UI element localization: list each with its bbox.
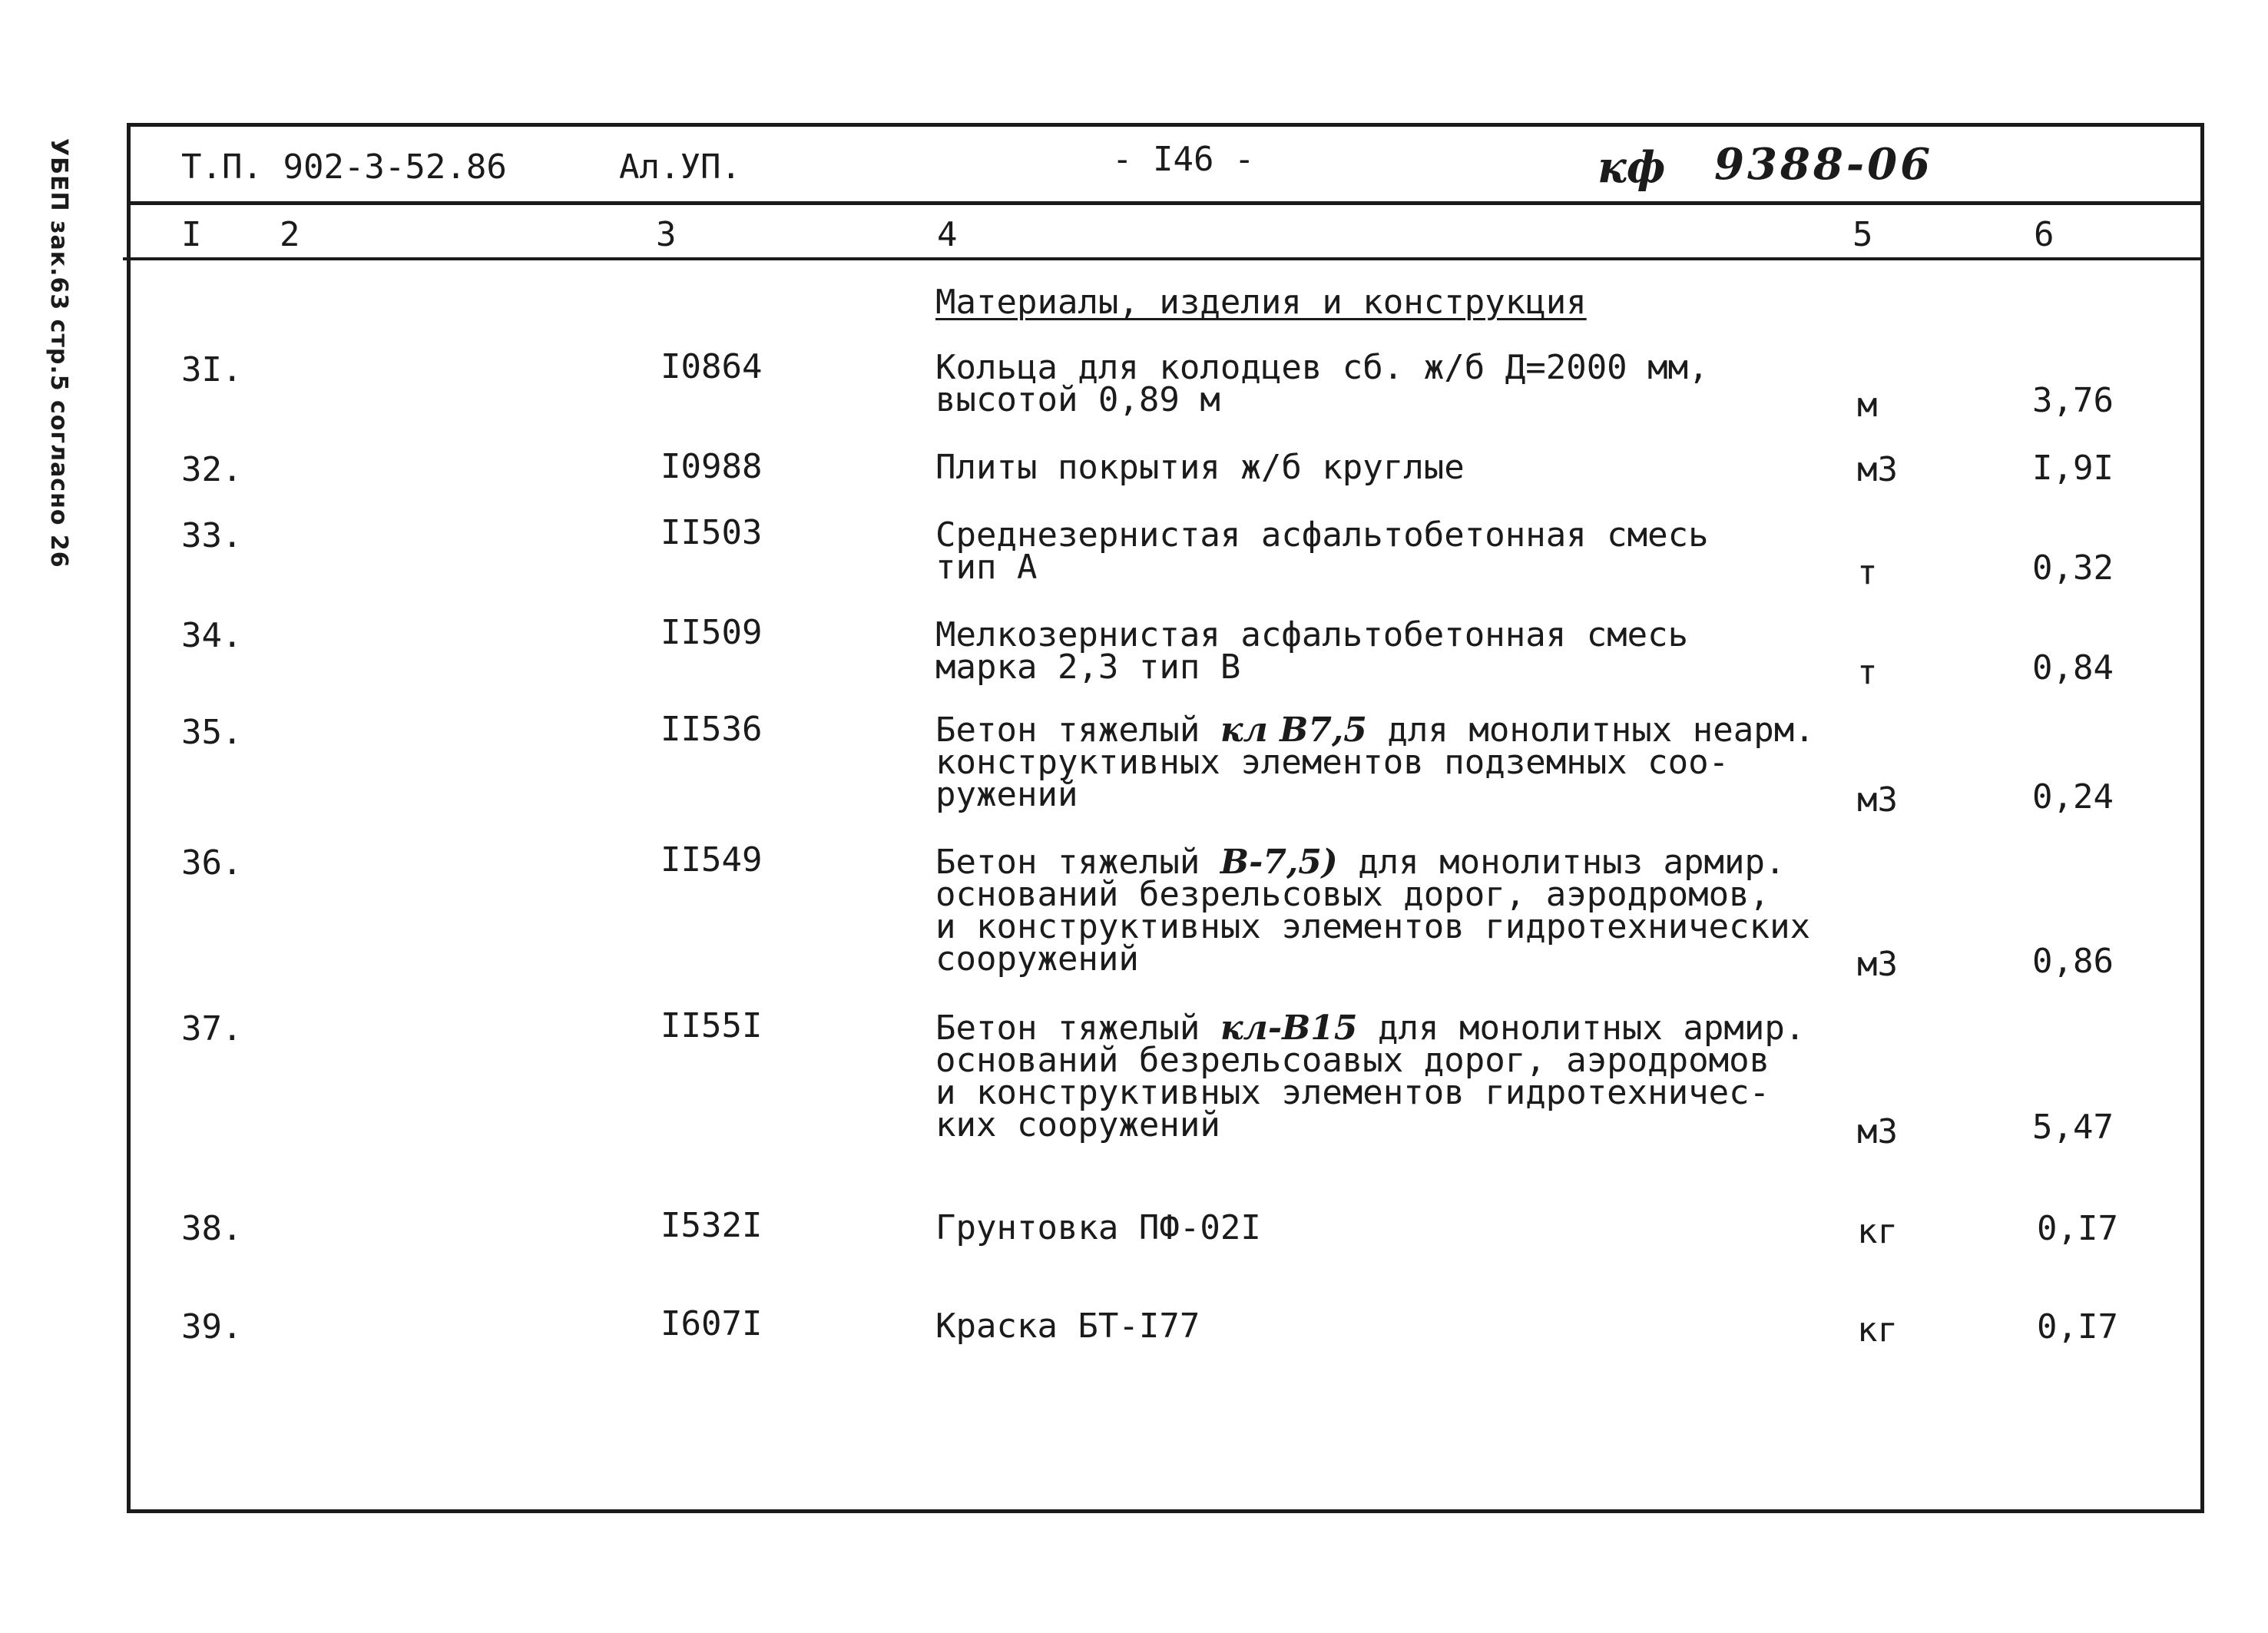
description-line: и конструктивных элементов гидротехничес- — [935, 1073, 1770, 1112]
row-unit: т — [1857, 653, 1878, 692]
column-number-1: I — [181, 215, 202, 254]
column-number-6: 6 — [2034, 215, 2054, 254]
row-description — [935, 711, 1815, 814]
description-line: Мелкозернистая асфальтобетонная смесь — [935, 615, 1689, 654]
description-text: Бетон тяжелый — [935, 843, 1220, 882]
column-number-4: 4 — [937, 215, 958, 254]
row-code: II536 — [661, 710, 763, 749]
description-line: высотой 0,89 м — [935, 380, 1220, 419]
row-description — [935, 348, 1709, 419]
description-line — [935, 843, 1810, 882]
row-unit: м3 — [1857, 780, 1898, 820]
column-number-5: 5 — [1852, 215, 1873, 254]
row-code: II55I — [661, 1006, 763, 1045]
row-unit: м3 — [1857, 945, 1898, 984]
description-line: сооружений — [935, 939, 1139, 979]
description-line: тип А — [935, 548, 1038, 587]
row-code: I532I — [661, 1206, 763, 1245]
row-unit: кг — [1857, 1212, 1898, 1251]
row-description — [935, 515, 1709, 587]
row-number: 38. — [181, 1209, 243, 1248]
row-number: 3I. — [181, 350, 243, 389]
description-text: для монолитныз армир. — [1337, 843, 1786, 882]
description-line: Грунтовка ПФ-02I — [935, 1208, 1261, 1247]
album-number: Ал.УП. — [619, 147, 741, 187]
archive-prefix: кф — [1598, 142, 1666, 193]
row-unit: кг — [1857, 1310, 1898, 1350]
header-rule — [131, 201, 2204, 205]
description-line: оснований безрельсовых дорог, аэродромов, — [935, 875, 1770, 914]
row-quantity: I,9I — [2032, 449, 2114, 488]
row-quantity: 3,76 — [2032, 381, 2114, 420]
row-number: 39. — [181, 1307, 243, 1346]
description-line: Кольца для колодцев сб. ж/б Д=2000 мм, — [935, 348, 1709, 387]
row-unit: м — [1857, 386, 1878, 425]
row-number: 32. — [181, 450, 243, 489]
row-quantity: 5,47 — [2032, 1108, 2114, 1147]
row-code: I607I — [661, 1304, 763, 1343]
row-unit: т — [1857, 553, 1878, 592]
row-number: 35. — [181, 713, 243, 752]
description-text: для монолитных армир. — [1357, 1009, 1806, 1048]
description-line — [935, 1009, 1806, 1048]
row-quantity: 0,32 — [2032, 548, 2114, 588]
description-text: для монолитных неарм. — [1366, 711, 1815, 750]
section-title: Материалы, изделия и конструкция — [935, 283, 1587, 322]
row-description — [935, 448, 1465, 487]
row-quantity: 0,I7 — [2037, 1209, 2118, 1248]
row-description — [935, 615, 1689, 687]
row-description — [935, 843, 1811, 979]
description-line: ружений — [935, 775, 1078, 814]
handwritten-grade: кл-В15 — [1220, 1009, 1358, 1048]
archive-number: 9388-06 — [1714, 139, 1934, 190]
row-code: II503 — [661, 513, 763, 552]
row-description — [935, 1208, 1261, 1247]
description-line: конструктивных элементов подземных соо- — [935, 743, 1730, 782]
description-line: Краска БТ-I77 — [935, 1307, 1200, 1346]
handwritten-grade: В-7,5) — [1220, 843, 1338, 882]
row-unit: м3 — [1857, 1112, 1898, 1151]
description-line: Среднезернистая асфальтобетонная смесь — [935, 515, 1709, 555]
description-line: марка 2,3 тип В — [935, 648, 1241, 687]
page-number: - I46 - — [1112, 140, 1255, 179]
description-line: Плиты покрытия ж/б круглые — [935, 448, 1465, 487]
project-code: Т.П. 902-3-52.86 — [181, 147, 507, 187]
row-code: II509 — [661, 613, 763, 652]
handwritten-grade: кл В7,5 — [1220, 711, 1367, 750]
row-number: 36. — [181, 843, 243, 883]
column-number-2: 2 — [280, 215, 300, 254]
row-number: 34. — [181, 616, 243, 655]
row-code: II549 — [661, 840, 763, 879]
row-quantity: 0,I7 — [2037, 1307, 2118, 1346]
row-code: I0988 — [661, 447, 763, 486]
row-number: 33. — [181, 516, 243, 555]
description-line — [935, 711, 1815, 750]
row-quantity: 0,24 — [2032, 777, 2114, 816]
column-header-rule — [123, 257, 2204, 260]
margin-stamp — [45, 138, 114, 568]
row-description — [935, 1307, 1200, 1346]
row-quantity: 0,84 — [2032, 648, 2114, 687]
description-line: ких сооружений — [935, 1105, 1220, 1144]
column-number-3: 3 — [656, 215, 677, 254]
description-line: и конструктивных элементов гидротехнических — [935, 907, 1811, 946]
row-quantity: 0,86 — [2032, 942, 2114, 981]
row-code: I0864 — [661, 347, 763, 386]
row-unit: м3 — [1857, 450, 1898, 489]
description-text: Бетон тяжелый — [935, 711, 1220, 750]
description-line: оснований безрельсоавых дорог, аэродромов — [935, 1041, 1770, 1080]
row-description — [935, 1009, 1806, 1144]
row-number: 37. — [181, 1009, 243, 1048]
description-text: Бетон тяжелый — [935, 1009, 1220, 1048]
margin-note: УБЕП зак.63 стр.5 согласно 26 — [45, 138, 72, 568]
